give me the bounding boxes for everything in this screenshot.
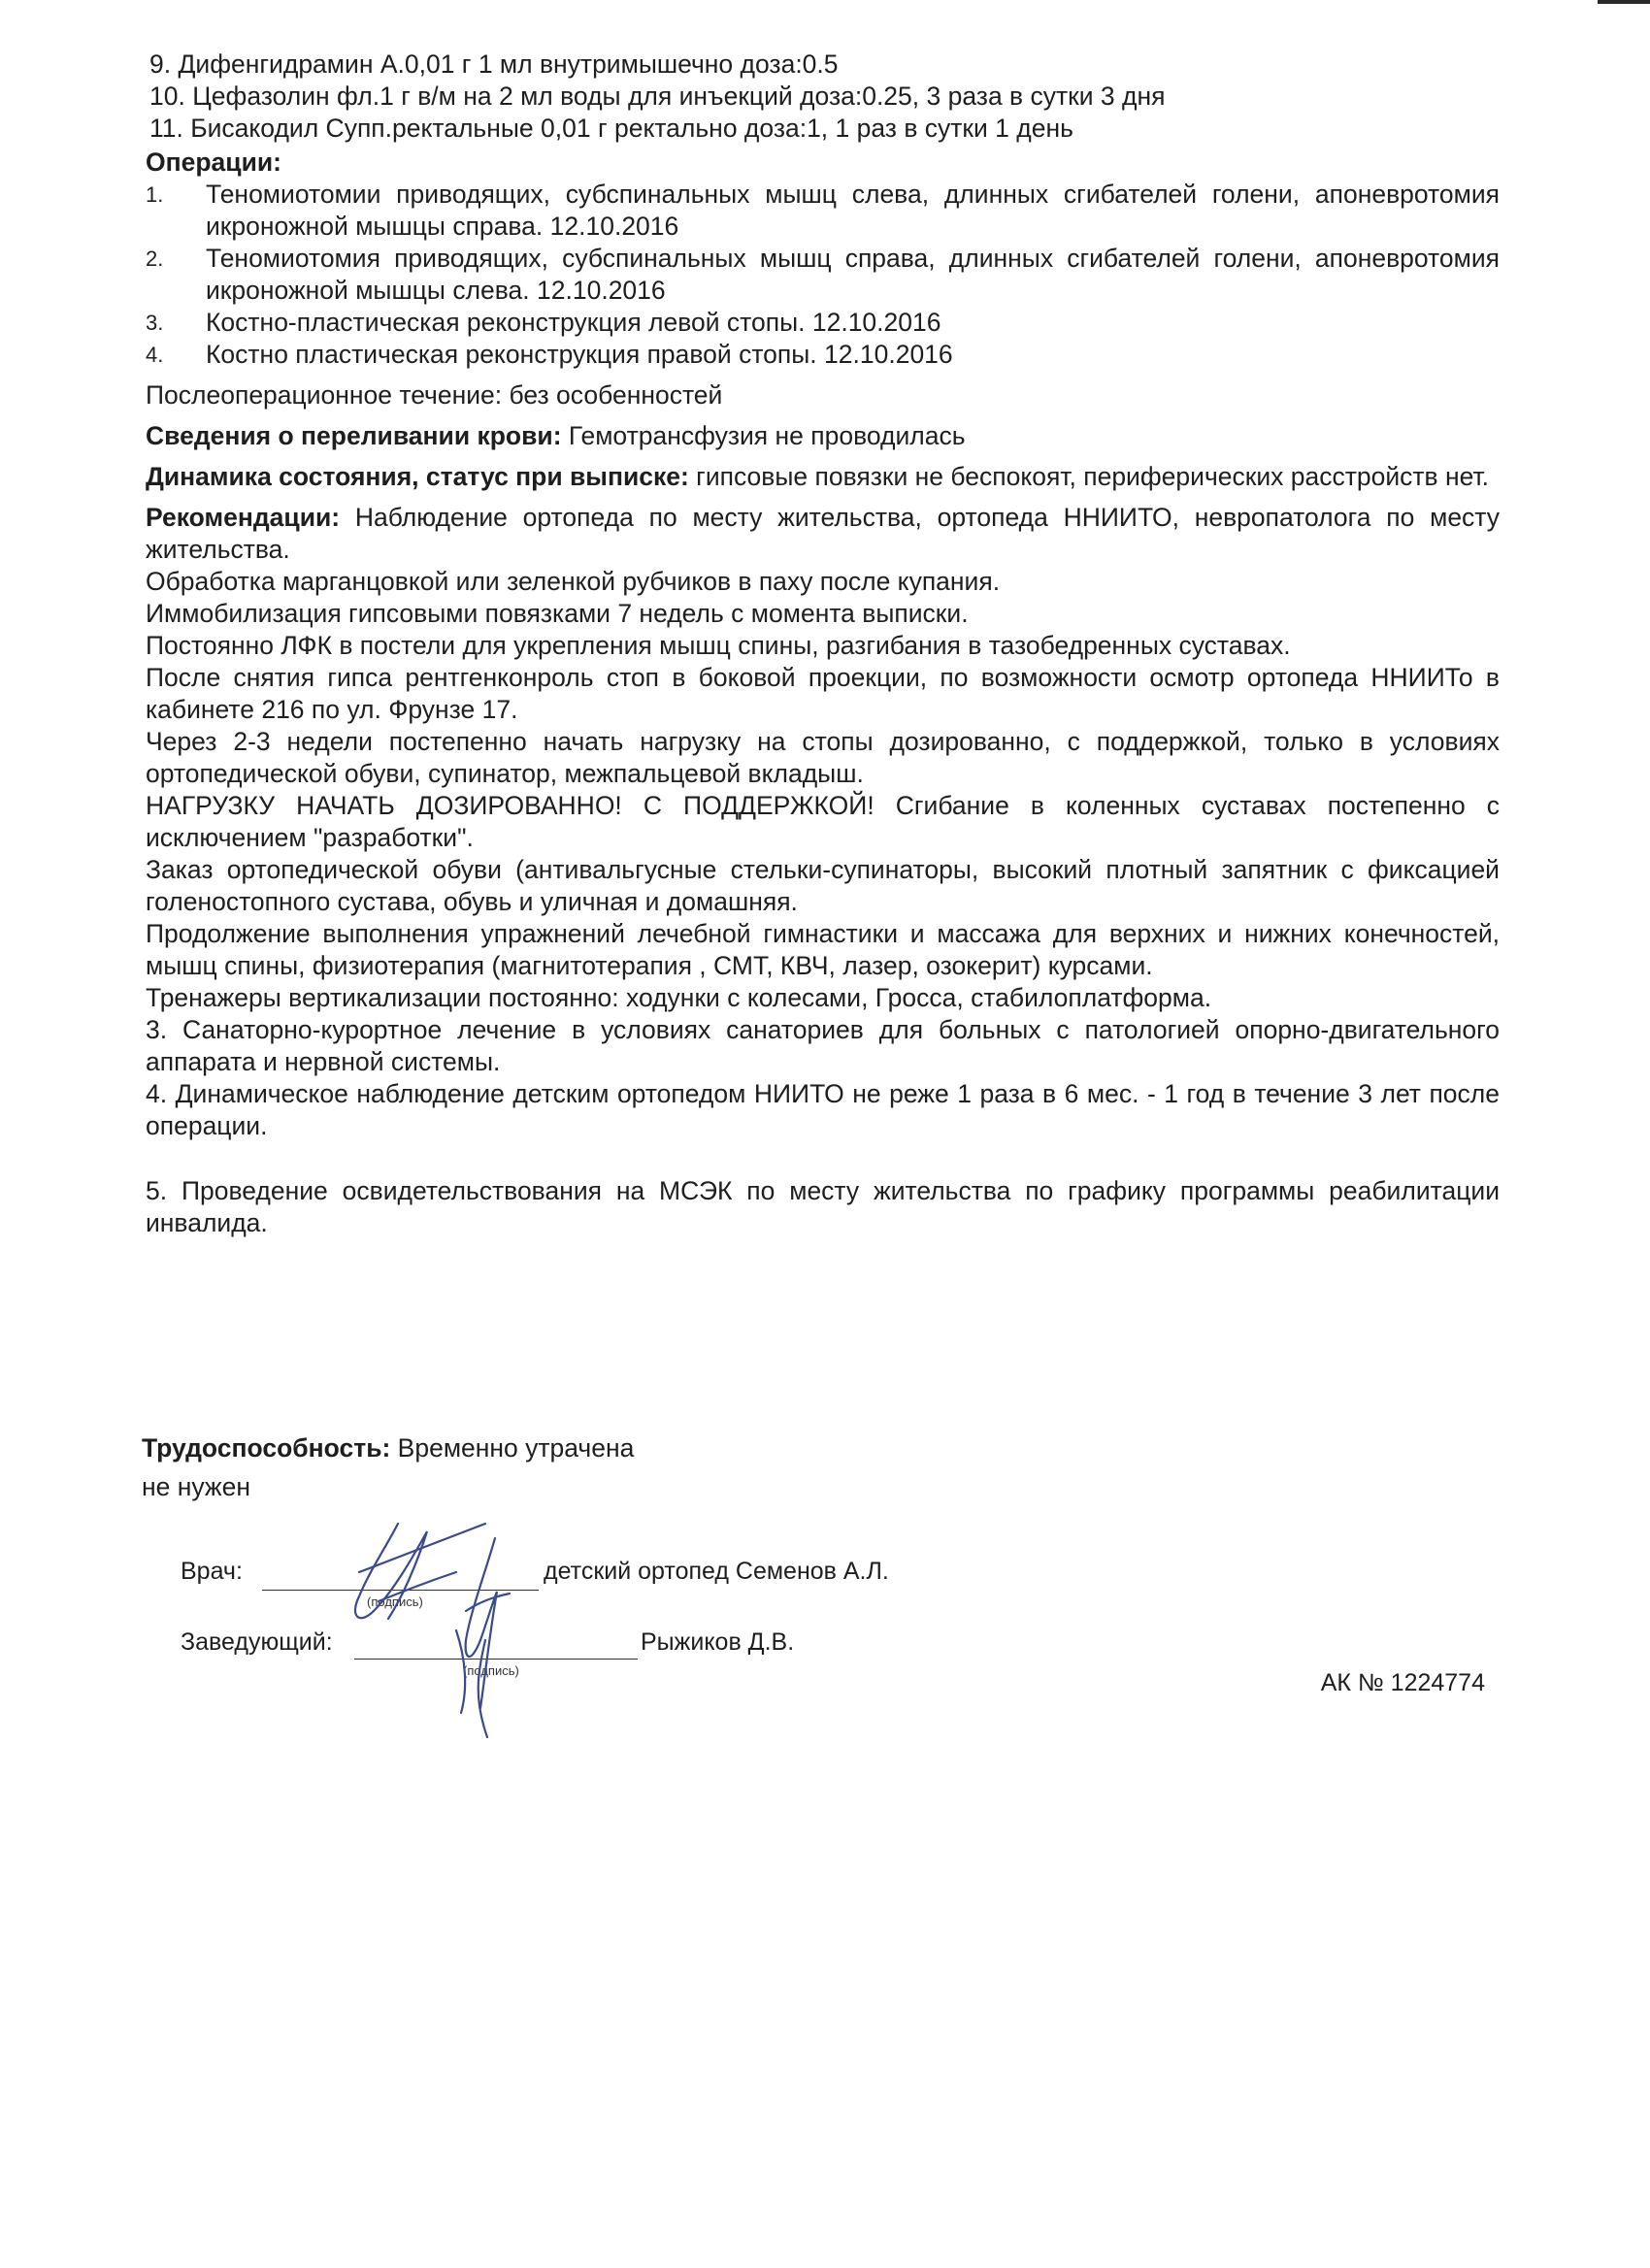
- recommendation-line: Через 2-3 недели постепенно начать нагрузку на стопы дозированно, с поддержкой, только в условиях ортопедической обуви, супинатор, межпальцевой вкладыш.: [146, 727, 1500, 788]
- transfusion-label: Сведения о переливании крови:: [146, 421, 562, 450]
- document-number: АК № 1224774: [1320, 1669, 1485, 1696]
- medication-item: 9. Дифенгидрамин А.0,01 г 1 мл внутримышечно доза:0.5: [149, 49, 839, 79]
- transfusion-value: Гемотрансфузия не проводилась: [561, 421, 966, 450]
- doctor-signature-caption: (подпись): [367, 1594, 423, 1609]
- recommendation-line: Тренажеры вертикализации постоянно: ходунки с колесами, Гросса, стабилоплатформа.: [146, 983, 1212, 1012]
- operation-number: 1.: [146, 182, 164, 207]
- operation-text: Теномиотомия приводящих, субспинальных мышц справа, длинных сгибателей голени, апоневротомия икроножной мышцы слева. 12.10.2016: [206, 244, 1500, 305]
- recommendations-label: Рекомендации:: [146, 503, 341, 532]
- spacer: [146, 1142, 1500, 1175]
- operation-number: 4.: [146, 343, 164, 367]
- work-capacity-note: не нужен: [142, 1472, 251, 1501]
- recommendation-line: Постоянно ЛФК в постели для укрепления мышц спины, разгибания в тазобедренных суставах.: [146, 631, 1291, 660]
- recommendation-line: Заказ ортопедической обуви (антивальгусные стельки-супинаторы, высокий плотный запятник с фиксацией голеностопного сустава, обувь и уличная и домашняя.: [146, 855, 1500, 916]
- medication-list: [146, 49, 1500, 145]
- operation-text: Костно-пластическая реконструкция левой стопы. 12.10.2016: [206, 308, 941, 337]
- scan-edge-mark: [1598, 0, 1650, 4]
- recommendation-line: Продолжение выполнения упражнений лечебной гимнастики и массажа для верхних и нижних конечностей, мышц спины, физиотерапия (магнитотерапия , СМТ, КВЧ, лазер, озокерит) курсами.: [146, 919, 1500, 980]
- recommendation-line: НАГРУЗКУ НАЧАТЬ ДОЗИРОВАННО! С ПОДДЕРЖКОЙ! Сгибание в коленных суставах постепенно с исключением "разработки".: [146, 791, 1500, 852]
- medication-item: 11. Бисакодил Супп.ректальные 0,01 г ректально доза:1, 1 раз в сутки 1 день: [149, 114, 1073, 143]
- operation-text: Теномиотомии приводящих, субспинальных мышц слева, длинных сгибателей голени, апоневротомия икроножной мышцы справа. 12.10.2016: [206, 180, 1500, 241]
- discharge-status: [146, 461, 1500, 493]
- dynamics-label: Динамика состояния, статус при выписке:: [146, 462, 689, 491]
- document-body: [146, 49, 1500, 1239]
- work-capacity: [142, 1429, 634, 1506]
- operations-title: Операции:: [146, 148, 281, 177]
- transfusion-info: [146, 420, 1500, 452]
- head-label: Заведующий:: [181, 1628, 333, 1656]
- doctor-name: детский ортопед Семенов А.Л.: [544, 1558, 889, 1585]
- recommendation-line: 5. Проведение освидетельствования на МСЭК по месту жительства по графику программы реабилитации инвалида.: [146, 1176, 1500, 1237]
- operation-item: [146, 243, 1500, 307]
- medication-item: 10. Цефазолин фл.1 г в/м на 2 мл воды для инъекций доза:0.25, 3 раза в сутки 3 дня: [149, 82, 1166, 111]
- operation-item: [146, 339, 1500, 371]
- work-capacity-line: [142, 1429, 634, 1467]
- recommendations-block: [146, 502, 1500, 1239]
- head-name: Рыжиков Д.В.: [641, 1628, 795, 1656]
- operation-item: [146, 307, 1500, 339]
- recommendation-text: Наблюдение ортопеда по месту жительства, ортопеда ННИИТО, невропатолога по месту жительства.: [146, 503, 1500, 564]
- recommendation-line: Иммобилизация гипсовыми повязками 7 недель с момента выписки.: [146, 599, 969, 628]
- operation-number: 3.: [146, 311, 164, 335]
- doctor-label: Врач:: [181, 1558, 243, 1585]
- recommendation-first: [146, 502, 1500, 566]
- postop-course: Послеоперационное течение: без особенностей: [146, 380, 723, 410]
- head-signature-caption: (подпись): [463, 1663, 519, 1678]
- operation-text: Костно пластическая реконструкция правой стопы. 12.10.2016: [206, 340, 953, 369]
- doctor-signature-mark: [355, 1524, 485, 1619]
- recommendation-line: После снятия гипса рентгенконроль стоп в боковой проекции, по возможности осмотр ортопеда ННИИТо в кабинете 216 по ул. Фрунзе 17.: [146, 663, 1500, 724]
- operation-item: [146, 179, 1500, 243]
- operations-list: [146, 179, 1500, 371]
- work-capacity-value: Временно утрачена: [390, 1433, 635, 1463]
- work-capacity-label: Трудоспособность:: [142, 1433, 391, 1463]
- recommendation-line: Обработка марганцовкой или зеленкой рубчиков в паху после купания.: [146, 567, 1001, 596]
- handwritten-signatures: [320, 1504, 573, 1757]
- dynamics-value: гипсовые повязки не беспокоят, периферических расстройств нет.: [688, 462, 1490, 491]
- operation-number: 2.: [146, 247, 164, 271]
- recommendation-line: 4. Динамическое наблюдение детским ортопедом НИИТО не реже 1 раза в 6 мес. - 1 год в течение 3 лет после операции.: [146, 1079, 1500, 1140]
- recommendation-line: 3. Санаторно-курортное лечение в условиях санаториев для больных с патологией опорно-двигательного аппарата и нервной системы.: [146, 1015, 1500, 1076]
- head-signature-mark: [456, 1538, 510, 1737]
